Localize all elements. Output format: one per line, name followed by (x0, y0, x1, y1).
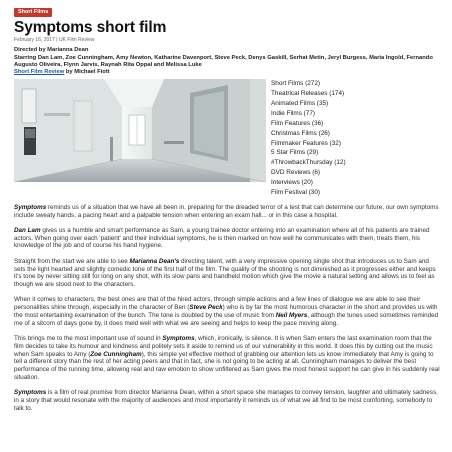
text: Straight from the start we are able to see (14, 257, 130, 265)
film-still-image (14, 79, 266, 182)
film-credits (14, 47, 436, 76)
emphasis: Zoe Cunningham (90, 350, 142, 358)
post-source[interactable]: UK Film Review (58, 37, 95, 44)
category-item[interactable]: Interviews (20) (271, 179, 313, 186)
category-tag[interactable]: Short Films (14, 8, 52, 17)
directed-by: Directed by Marianna Dean (14, 47, 89, 54)
emphasis: Symptoms (14, 203, 47, 211)
category-item[interactable]: Film Festival (30) (271, 188, 321, 196)
paragraph-5 (14, 335, 440, 382)
category-item[interactable]: Animated Films (35) (271, 100, 329, 108)
media-row (14, 79, 436, 197)
category-item[interactable]: Theatrical Releases (174) (271, 90, 345, 98)
review-body (14, 204, 440, 413)
text: reminds us of a situation that we have all been in, preparing for the dreaded terror of a test that can determine our future, our own symptoms include sweaty hands, a pacing heart and a palpable tension when entering an exam hall... or in this case a hospital. (14, 203, 439, 219)
category-item[interactable]: Indie Films (77) (271, 109, 316, 117)
paragraph-1 (14, 204, 440, 220)
category-item[interactable]: 5 Star Films (29) (271, 149, 319, 157)
starring: Starring Dan Lam, Zoe Cunningham, Amy Newton, Katharine Davenport, Steve Peck, Denys Gaskill, Serhat Metin, Jeryl Burgess, Maria Ingold, Fernando Augusto Oliveira, Flynn Jarvis, Raynah Rita Oppal and Melissa Luke (14, 54, 433, 68)
review-author: by Michael Fiott (64, 69, 110, 76)
emphasis: Steve Peck (189, 304, 223, 312)
post-date: February 16, 2017 (14, 37, 55, 44)
category-item[interactable]: Film Features (36) (271, 119, 324, 127)
paragraph-2 (14, 227, 440, 250)
category-item[interactable]: Filmmaker Features (32) (271, 139, 341, 147)
text: , although the tunes used sometimes reminded me of a sitcom of days gone by, it does meld well with what we are seeing and helps to keep the pace moving along. (14, 311, 439, 327)
text: This brings me to the most important use of sound in (14, 335, 163, 343)
text: , which, ironically, is silence. It is when Sam enters the last examination room that the film decides to take its humour and kindness and politely sets it aside to remind us of our vulnerability in this world. It does this by cutting out the music when Sam speaks to Amy ( (14, 335, 433, 358)
category-item[interactable]: DVD Reviews (6) (271, 169, 321, 177)
emphasis: Symptoms (14, 389, 47, 397)
emphasis: Marianna Dean's (129, 257, 180, 265)
review-byline (14, 69, 436, 76)
text: When it comes to characters, the best ones are that of the hired actors, through simple actions and a few lines of dialogue we are able to see their personalities shine through, especially in the character of Ben ( (14, 296, 421, 312)
short-film-review-link[interactable]: Short Film Review (14, 69, 65, 76)
category-list (271, 79, 346, 197)
hospital-corridor-picture (14, 79, 266, 182)
text: is a film of real promise from director Marianna Dean, within a short space she manages to convey tension, laughter and ultimately sadness, in a story that would resonate with the majority of audiences and most importantly it reminds us of what we all find to be most comforting, somebody to talk to. (14, 389, 438, 412)
category-item[interactable]: Christmas Films (26) (271, 129, 330, 137)
emphasis: Dan Lam (14, 226, 41, 234)
text: directing talent, with a very impressive opening single shot that introduces us to Sam and sets the light hearted and slightly comedic tone of the first half of the film. The quality of the shooting is not diminished as it progresses either and keeps it's tone by never sitting still for long on any shot, with its slow pans and handheld motion which give the movie a natural setting and allows us to feel as though we are stood next to the characters. (14, 257, 436, 289)
category-item[interactable]: #ThrowbackThursday (12) (271, 159, 346, 167)
text: ) who is by far the most humorous character in the short and provides us with the most entertaining examination of the bunch. The tone is doubled by the use of music from (14, 304, 438, 319)
page-title: Symptoms short film (14, 19, 167, 37)
category-item[interactable]: Short Films (272) (271, 80, 321, 88)
text: gives us a humble and smart performance as Sam, a young trainee doctor entering into an examination where all of his patients are trained actors. When going over each 'patient' and their individual symptoms, he is then marked on how well he communicates with them, treats them, his knowledge of the job and of course his hand hygiene. (14, 226, 430, 250)
emphasis: Symptoms (162, 335, 195, 343)
post-meta (14, 37, 436, 43)
meta-separator: | (54, 37, 59, 44)
paragraph-6 (14, 389, 440, 412)
paragraph-4 (14, 296, 440, 327)
paragraph-3 (14, 258, 440, 289)
text: ), this simple yet effective method of grabbing our attention lets us know immediately that Amy is going to tell a different story than the rest of her acting peers and that in fact, she is not going to be acting at all. Cunningham manages to deliver the best performance of the running time, allowing real and raw emotion to show unfiltered as Sam gives the most honest support he can give in his suddenly real situation. (14, 350, 440, 382)
emphasis: Neil Myers (275, 311, 308, 319)
